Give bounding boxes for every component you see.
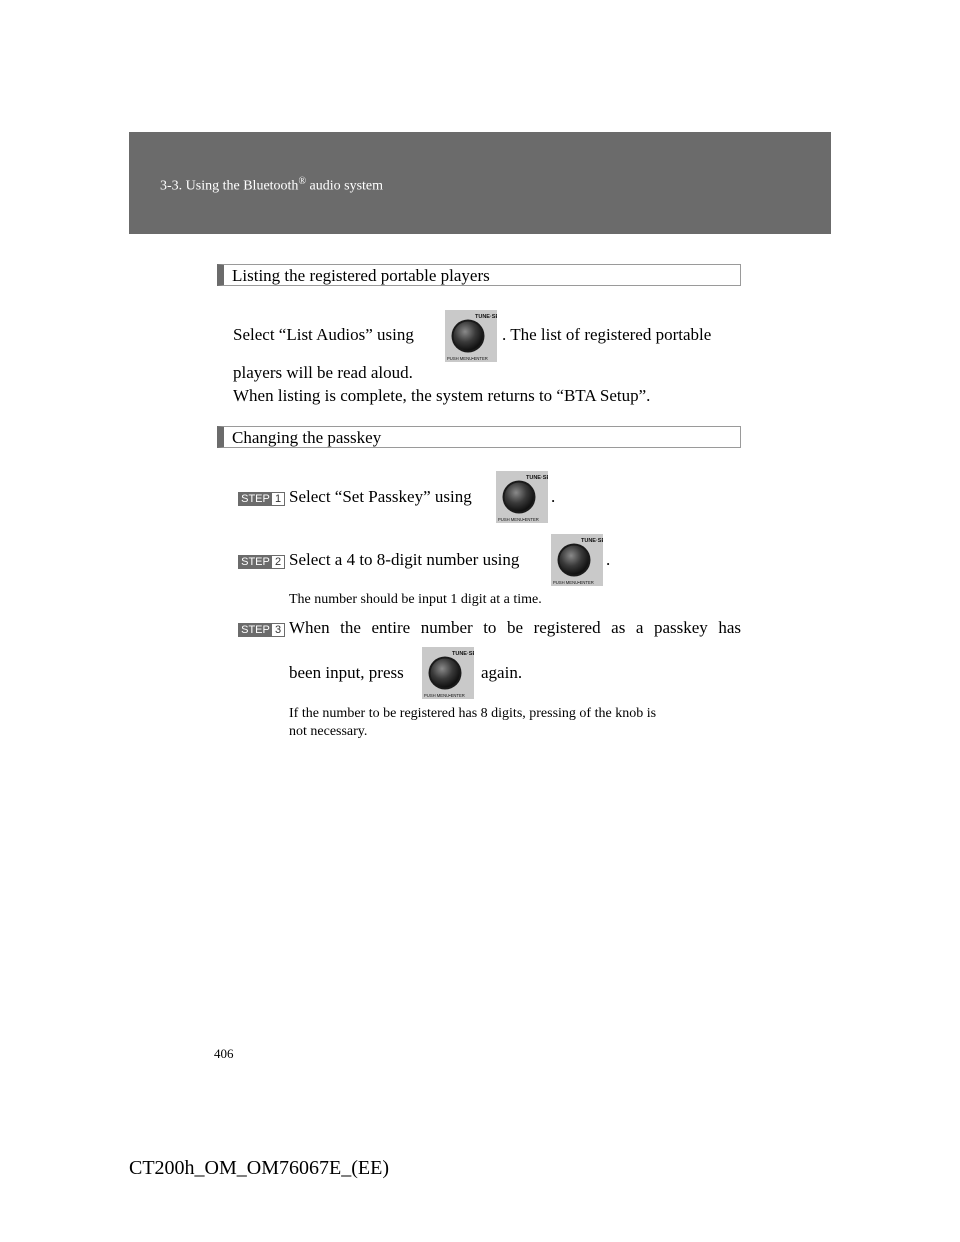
step-badge-1: STEP 1 bbox=[238, 492, 285, 506]
section1-line3: When listing is complete, the system returns to “BTA Setup”. bbox=[233, 386, 651, 405]
step-badge-2: STEP 2 bbox=[238, 555, 285, 569]
registered-mark: ® bbox=[298, 176, 307, 187]
tune-sel-knob-icon bbox=[445, 310, 497, 362]
section-heading-passkey: Changing the passkey bbox=[217, 426, 741, 448]
page-number: 406 bbox=[214, 1046, 234, 1061]
step3-text-b: again. bbox=[481, 663, 523, 682]
section1-line1-b: . The list of registered portable bbox=[502, 325, 712, 344]
tune-sel-knob-icon bbox=[496, 471, 548, 523]
step3-note-line1: If the number to be registered has 8 digits, pressing of the knob is bbox=[289, 706, 657, 721]
step2-text-a: Select a 4 to 8-digit number using bbox=[289, 550, 520, 569]
section1-line1-a: Select “List Audios” using bbox=[233, 325, 414, 344]
step3-text-a: been input, press bbox=[289, 663, 404, 682]
step-badge-3: STEP 3 bbox=[238, 623, 285, 637]
section-heading-listing: Listing the registered portable players bbox=[217, 264, 741, 286]
step1-text-a: Select “Set Passkey” using bbox=[289, 487, 472, 506]
tune-sel-knob-icon bbox=[551, 534, 603, 586]
document-footer-code: CT200h_OM_OM76067E_(EE) bbox=[129, 1157, 389, 1179]
step1-text-b: . bbox=[551, 487, 556, 506]
chapter-header bbox=[129, 132, 831, 234]
tune-sel-knob-icon bbox=[422, 647, 474, 699]
step2-text-b: . bbox=[606, 550, 611, 569]
step3-text-line1: When the entire number to be registered as a passkey has bbox=[289, 618, 741, 637]
section1-line2: players will be read aloud. bbox=[233, 363, 413, 382]
chapter-title: 3-3. Using the Bluetooth® audio system bbox=[160, 176, 384, 194]
step2-note: The number should be input 1 digit at a time. bbox=[289, 592, 542, 607]
step3-note-line2: not necessary. bbox=[289, 724, 368, 739]
